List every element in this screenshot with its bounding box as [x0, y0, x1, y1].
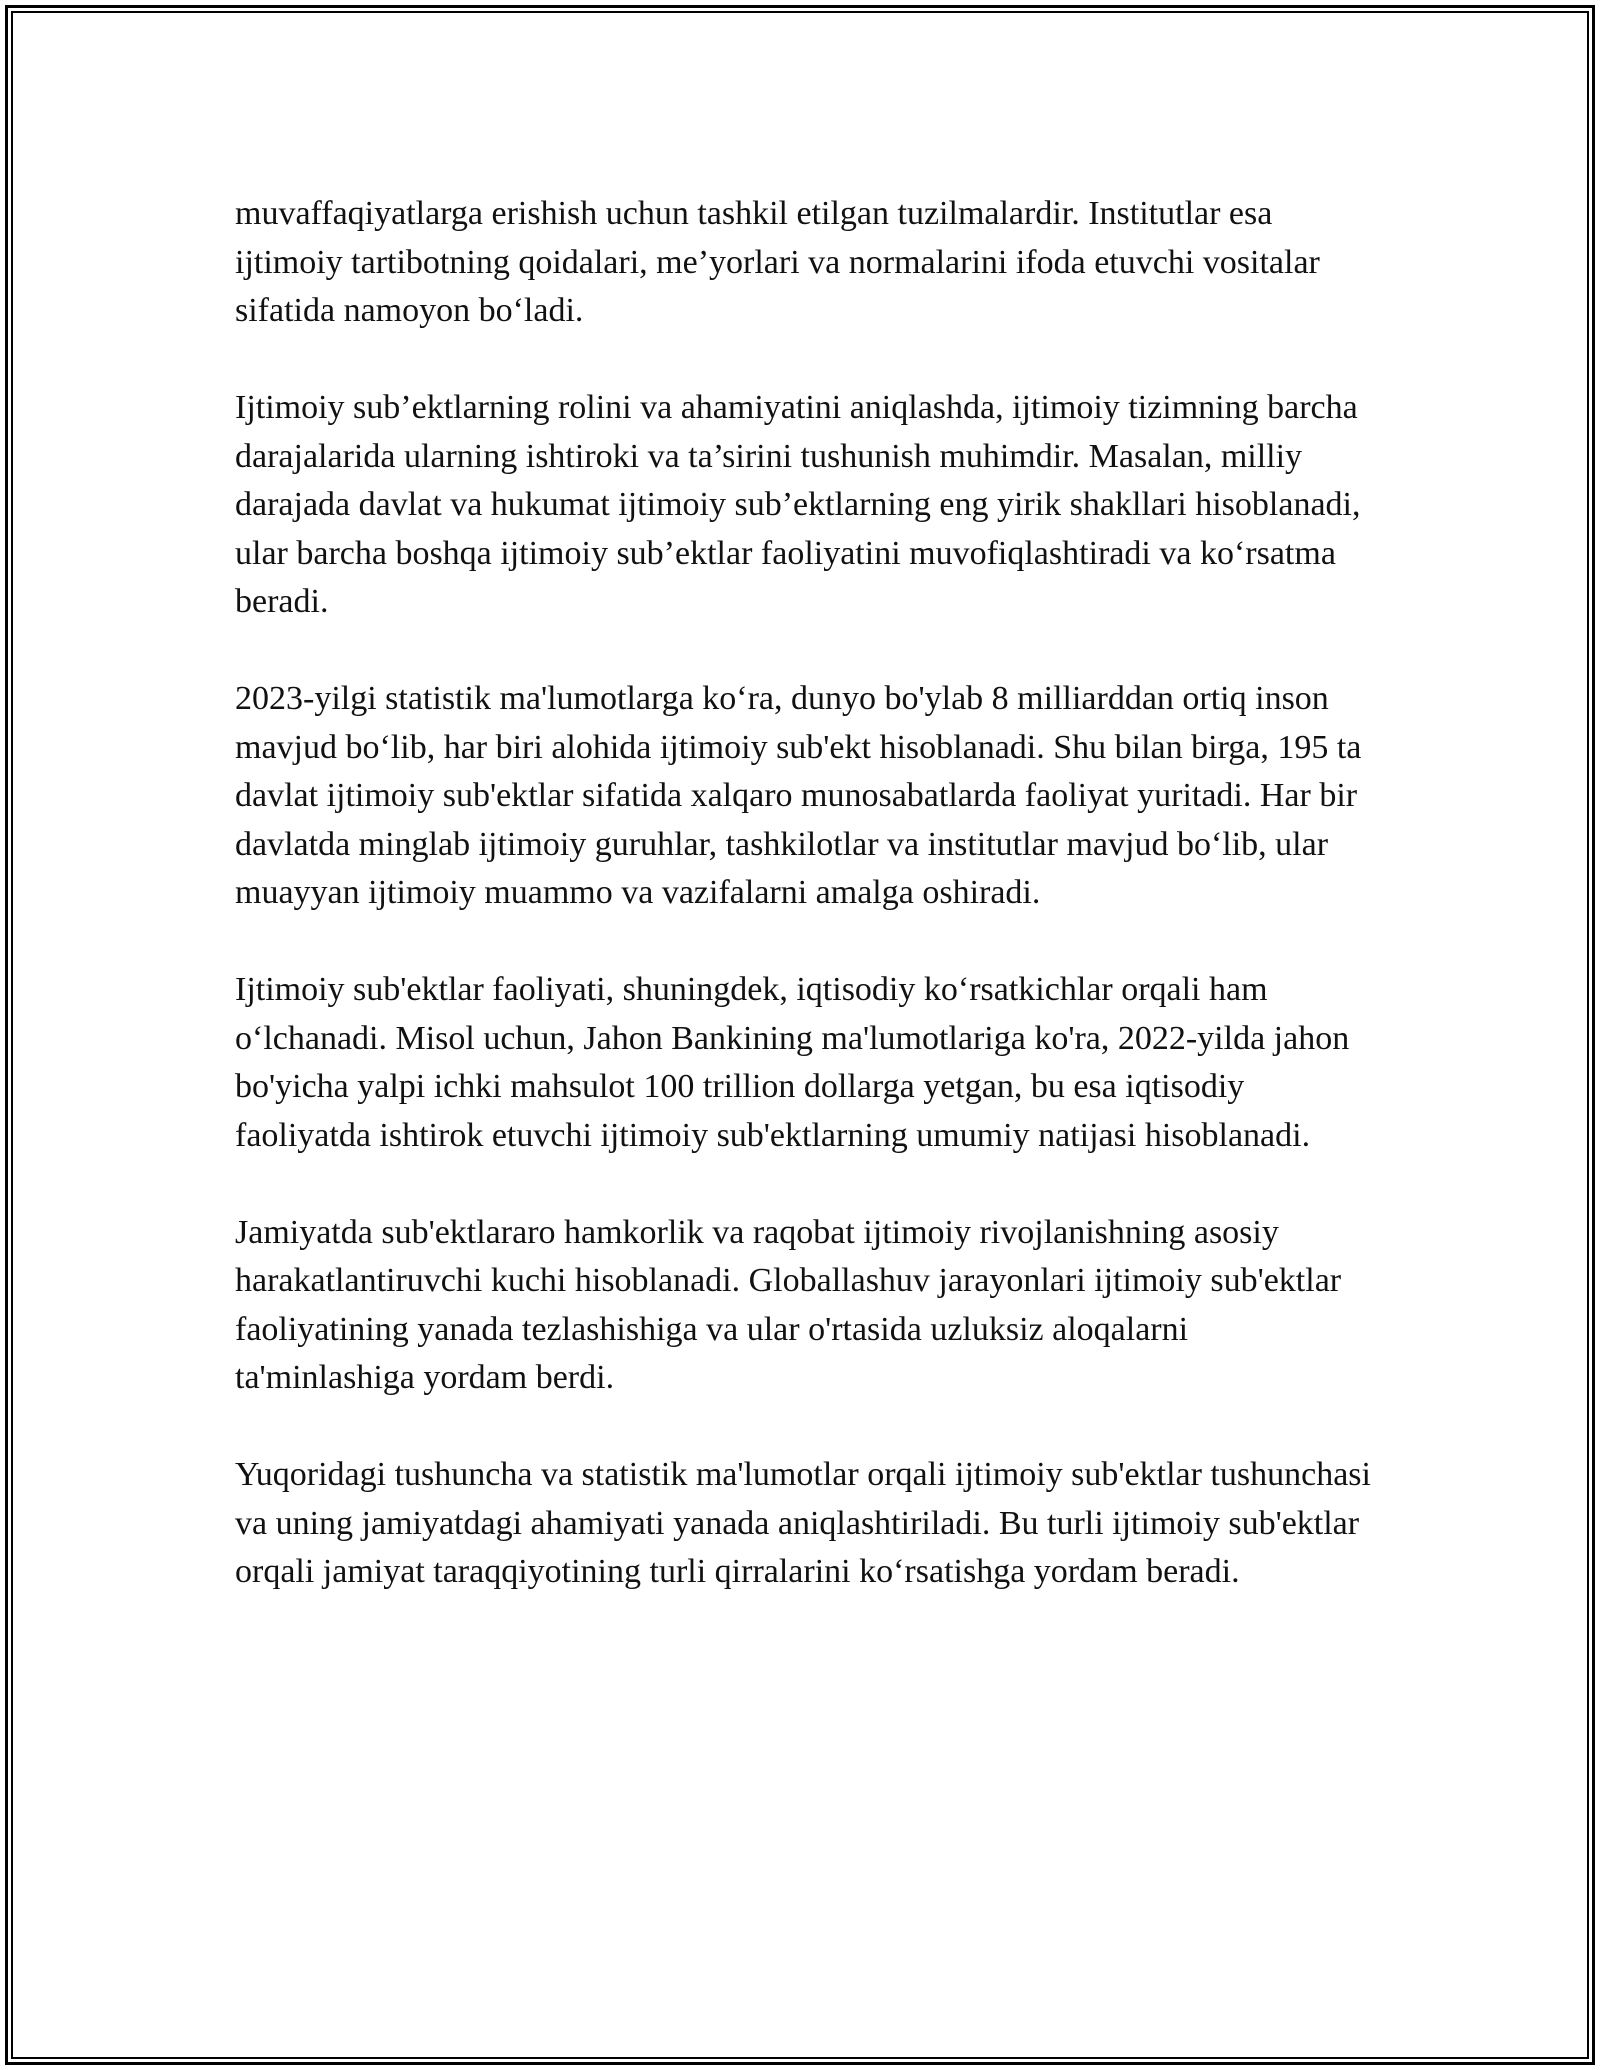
paragraph-6: Yuqoridagi tushuncha va statistik ma'lumotlar orqali ijtimoiy sub'ektlar tushunchasi va uning jamiyatdagi ahamiyati yanada aniqlashtiriladi. Bu turli ijtimoiy sub'ektlar orqali jamiyat taraqqiyotining turli qirralarini ko‘rsatishga yordam beradi.: [235, 1456, 1371, 1590]
paragraph-3: 2023-yilgi statistik ma'lumotlarga ko‘ra, dunyo bo'ylab 8 milliarddan ortiq inson mavjud bo‘lib, har biri alohida ijtimoiy sub'ekt hisoblanadi. Shu bilan birga, 195 ta davlat ijtimoiy sub'ektlar sifatida xalqaro munosabatlarda faoliyat yuritadi. Har bir davlatda minglab ijtimoiy guruhlar, tashkilotlar va institutlar mavjud bo‘lib, ular muayyan ijtimoiy muammo va vazifalarni amalga oshiradi.: [235, 680, 1362, 911]
paragraph-2: Ijtimoiy sub’ektlarning rolini va ahamiyatini aniqlashda, ijtimoiy tizimning barcha darajalarida ularning ishtiroki va ta’sirini tushunish muhimdir. Masalan, milliy darajada davlat va hukumat ijtimoiy sub’ektlarning eng yirik shakllari hisoblanadi, ular barcha boshqa ijtimoiy sub’ektlar faoliyatini muvofiqlashtiradi va ko‘rsatma beradi.: [235, 389, 1361, 620]
document-body: [235, 190, 1375, 1645]
paragraph-1: muvaffaqiyatlarga erishish uchun tashkil etilgan tuzilmalardir. Institutlar esa ijtimoiy tartibotning qoidalari, me’yorlari va normalarini ifoda etuvchi vositalar sifatida namoyon bo‘ladi.: [235, 195, 1320, 329]
paragraph-5: Jamiyatda sub'ektlararo hamkorlik va raqobat ijtimoiy rivojlanishning asosiy harakatlantiruvchi kuchi hisoblanadi. Globallashuv jarayonlari ijtimoiy sub'ektlar faoliyatining yanada tezlashishiga va ular o'rtasida uzluksiz aloqalarni ta'minlashiga yordam berdi.: [235, 1213, 1342, 1396]
paragraph-4: Ijtimoiy sub'ektlar faoliyati, shuningdek, iqtisodiy ko‘rsatkichlar orqali ham o‘lchanadi. Misol uchun, Jahon Bankining ma'lumotlariga ko'ra, 2022-yilda jahon bo'yicha yalpi ichki mahsulot 100 trillion dollarga yetgan, bu esa iqtisodiy faoliyatda ishtirok etuvchi ijtimoiy sub'ektlarning umumiy natijasi hisoblanadi.: [235, 971, 1350, 1154]
